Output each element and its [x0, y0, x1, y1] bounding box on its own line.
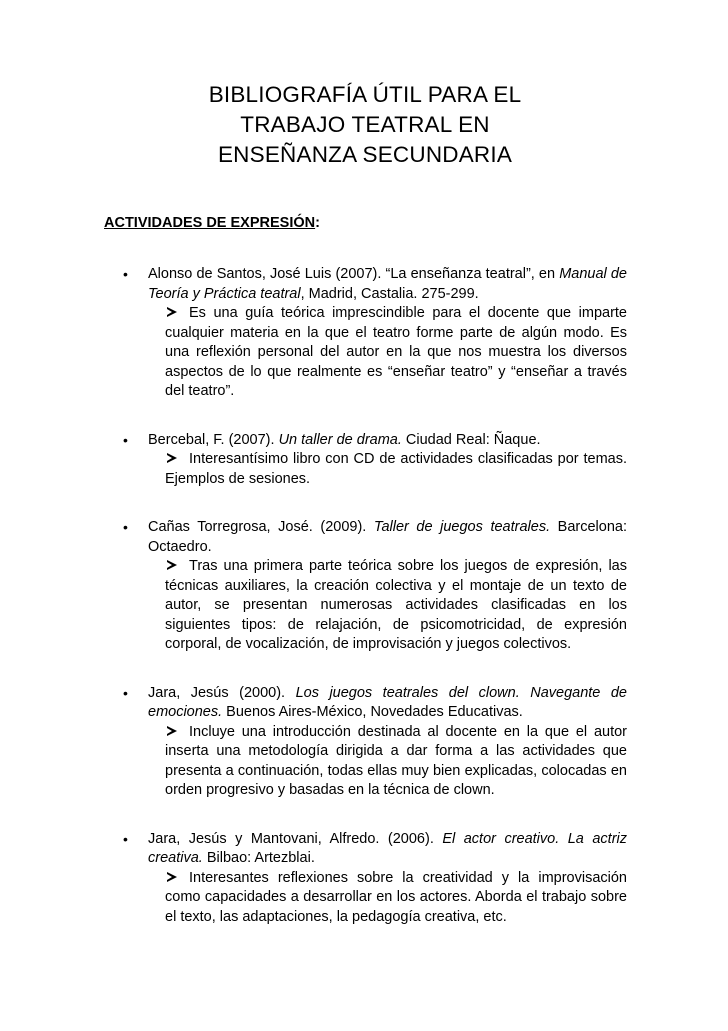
entry-reference [148, 518, 627, 557]
bibliography-entry [104, 431, 627, 490]
reference-publisher: Buenos Aires-México, Novedades Educativas. [222, 704, 523, 720]
reference-text: Cañas Torregrosa, José. (2009). [148, 519, 374, 535]
arrow-bullet-icon [167, 872, 178, 883]
entry-reference [148, 830, 627, 869]
section-heading-colon: : [315, 215, 320, 231]
title-line-1: BIBLIOGRAFÍA ÚTIL PARA EL [208, 82, 522, 107]
arrow-bullet-icon [167, 307, 178, 318]
reference-title: Un taller de drama. [278, 431, 402, 448]
bibliography-entry [104, 684, 627, 801]
entry-reference [148, 431, 627, 451]
title-line-3: ENSEÑANZA SECUNDARIA [217, 142, 513, 167]
reference-title: El actor creativo. La actriz creativa. [148, 830, 627, 866]
reference-text: Alonso de Santos, José Luis (2007). “La enseñanza teatral”, en [148, 266, 560, 282]
reference-title: Manual de Teoría y Práctica teatral [148, 266, 627, 302]
annotation-text: Incluye una introducción destinada al docente en la que el autor inserta una metodología dirigida a dar forma a las actividades que presenta a continuación, todas ellas muy bien explicadas, colocadas en orden progresivo y basadas en la técnica de clown. [165, 723, 627, 798]
entry-annotation [148, 723, 627, 801]
document-title [150, 80, 580, 170]
title-line-2: TRABAJO TEATRAL EN [240, 112, 490, 137]
bibliography-entry [104, 518, 627, 655]
reference-text: Jara, Jesús (2000). [148, 684, 296, 701]
section-heading-text: ACTIVIDADES DE EXPRESIÓN [104, 215, 316, 231]
arrow-bullet-icon [167, 453, 178, 464]
arrow-bullet-icon [167, 726, 178, 737]
annotation-text: Interesantísimo libro con CD de actividades clasificadas por temas. Ejemplos de sesiones. [165, 451, 627, 487]
bullet-icon: • [123, 684, 128, 701]
annotation-text: Interesantes reflexiones sobre la creatividad y la improvisación como capacidades a desarrollar en los actores. Aborda el trabajo sobre el texto, las adaptaciones, la pedagogía creativa, etc. [165, 869, 627, 925]
reference-text: Bercebal, F. (2007). [148, 431, 279, 448]
bibliography-entry [104, 265, 627, 402]
bullet-icon: • [123, 830, 128, 847]
bibliography-entry [104, 830, 627, 928]
reference-title: Los juegos teatrales del clown. Navegante de emociones. [148, 684, 627, 720]
entry-annotation [148, 869, 627, 928]
reference-publisher: Barcelona: Octaedro. [148, 519, 627, 555]
arrow-bullet-icon [167, 560, 178, 571]
bibliography-list [104, 265, 627, 956]
annotation-text: Es una guía teórica imprescindible para el docente que imparte cualquier materia en la que el teatro forme parte de algún modo. Es una reflexión personal del autor en la que nos muestra los diversos aspectos de lo que realmente es “enseñar teatro” y “enseñar a través del teatro”. [165, 305, 627, 399]
entry-annotation [148, 450, 627, 489]
entry-annotation [148, 557, 627, 655]
bullet-icon: • [123, 519, 128, 535]
entry-reference [148, 684, 627, 723]
reference-publisher: , Madrid, Castalia. 275-299. [300, 285, 479, 302]
section-heading [104, 215, 320, 231]
reference-publisher: Ciudad Real: Ñaque. [401, 431, 541, 448]
annotation-text: Tras una primera parte teórica sobre los juegos de expresión, las técnicas auxiliares, la creación colectiva y el montaje de un texto de autor, se presentan numerosas actividades clasificadas en los siguientes tipos: de relajación, de psicomotricidad, de expresión corporal, de vocalización, de improvisación y juegos colectivos. [165, 558, 627, 652]
reference-publisher: Bilbao: Artezblai. [202, 850, 315, 866]
entry-reference [148, 265, 627, 304]
reference-title: Taller de juegos teatrales. [373, 519, 551, 535]
bullet-icon: • [123, 266, 128, 282]
bullet-icon: • [123, 431, 128, 448]
reference-text: Jara, Jesús y Mantovani, Alfredo. (2006). [148, 830, 443, 847]
entry-annotation [148, 304, 627, 402]
